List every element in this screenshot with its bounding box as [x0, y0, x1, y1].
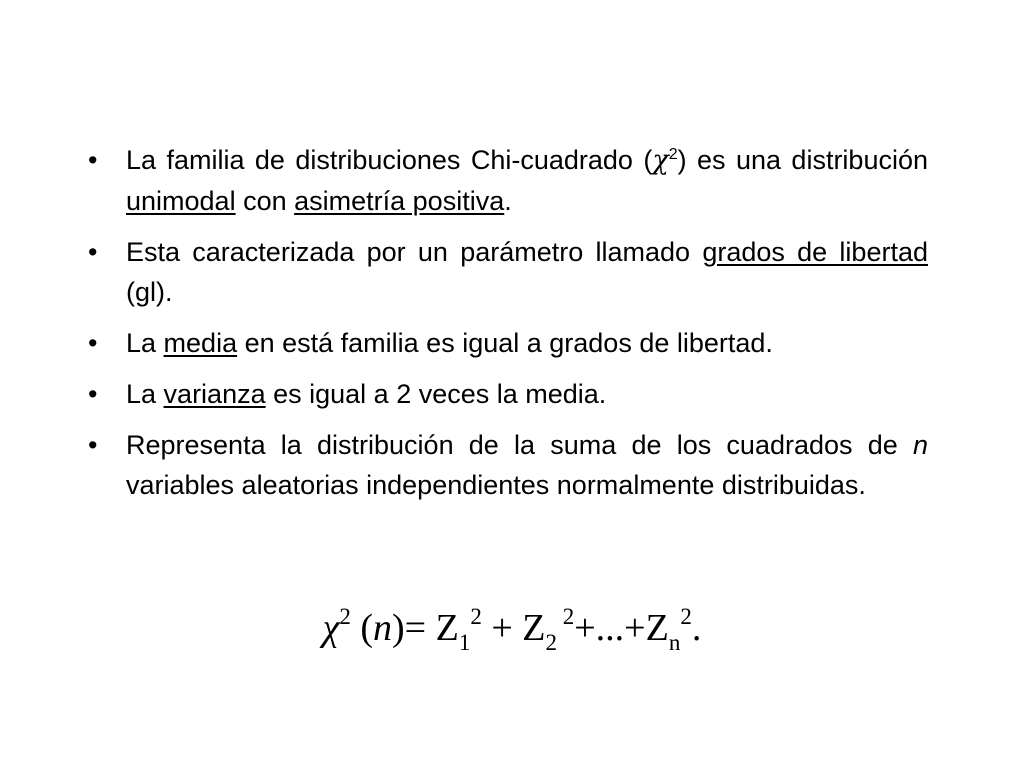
bullet-list [84, 140, 928, 516]
formula-z: Z [435, 607, 459, 649]
formula-z: Z [522, 607, 546, 649]
formula-subscript: 2 [545, 630, 557, 655]
formula-subscript: 1 [458, 630, 471, 655]
formula-text: . [691, 607, 702, 649]
bullet-text: La [126, 328, 164, 358]
formula-exponent: 2 [339, 604, 351, 629]
bullet-item-sum-of-squares [84, 425, 928, 505]
underlined-term-unimodal: unimodal [126, 186, 236, 216]
exponent: 2 [668, 146, 678, 163]
bullet-text: Representa la distribución de la suma de los cuadrados de [126, 430, 913, 460]
bullet-item-chi-square-family [84, 140, 928, 221]
bullet-text: con [235, 186, 295, 216]
formula-z: Z [645, 607, 669, 649]
formula-variable-n: n [373, 607, 393, 649]
formula-text: +...+ [574, 607, 646, 649]
formula-superscript: 2 [557, 604, 575, 629]
underlined-term-mean: media [163, 328, 238, 358]
formula-superscript: 2 [470, 604, 482, 629]
bullet-text: La familia de distribuciones Chi-cuadrado ( [126, 145, 653, 175]
underlined-term-degrees-of-freedom: grados de libertad [702, 237, 928, 267]
bullet-text: variables aleatorias independientes normalmente distribuidas. [126, 470, 866, 500]
underlined-term-variance: varianza [163, 379, 266, 409]
bullet-item-degrees-of-freedom [84, 232, 928, 312]
formula-chi-symbol: χ [322, 607, 340, 649]
variable-n: n [912, 430, 928, 460]
bullet-text: ) es una distribución [677, 145, 928, 175]
bullet-text: Esta caracterizada por un parámetro llamado [126, 237, 703, 267]
bullet-item-mean [84, 323, 928, 363]
bullet-text: en está familia es igual a grados de libertad. [237, 328, 773, 358]
chi-square-formula [0, 598, 1024, 658]
formula-text: + [481, 607, 523, 649]
formula-superscript: 2 [680, 604, 692, 629]
formula-text: )= [392, 607, 436, 649]
bullet-text: La [126, 379, 164, 409]
bullet-text: . [504, 186, 512, 216]
formula-subscript: n [668, 630, 681, 655]
formula-text: ( [350, 607, 374, 649]
bullet-text: (gl). [126, 277, 173, 307]
bullet-text: es igual a 2 veces la media. [265, 379, 607, 409]
bullet-item-variance [84, 374, 928, 414]
underlined-term-positive-skew: asimetría positiva [294, 186, 505, 216]
chi-symbol: χ [652, 145, 669, 176]
